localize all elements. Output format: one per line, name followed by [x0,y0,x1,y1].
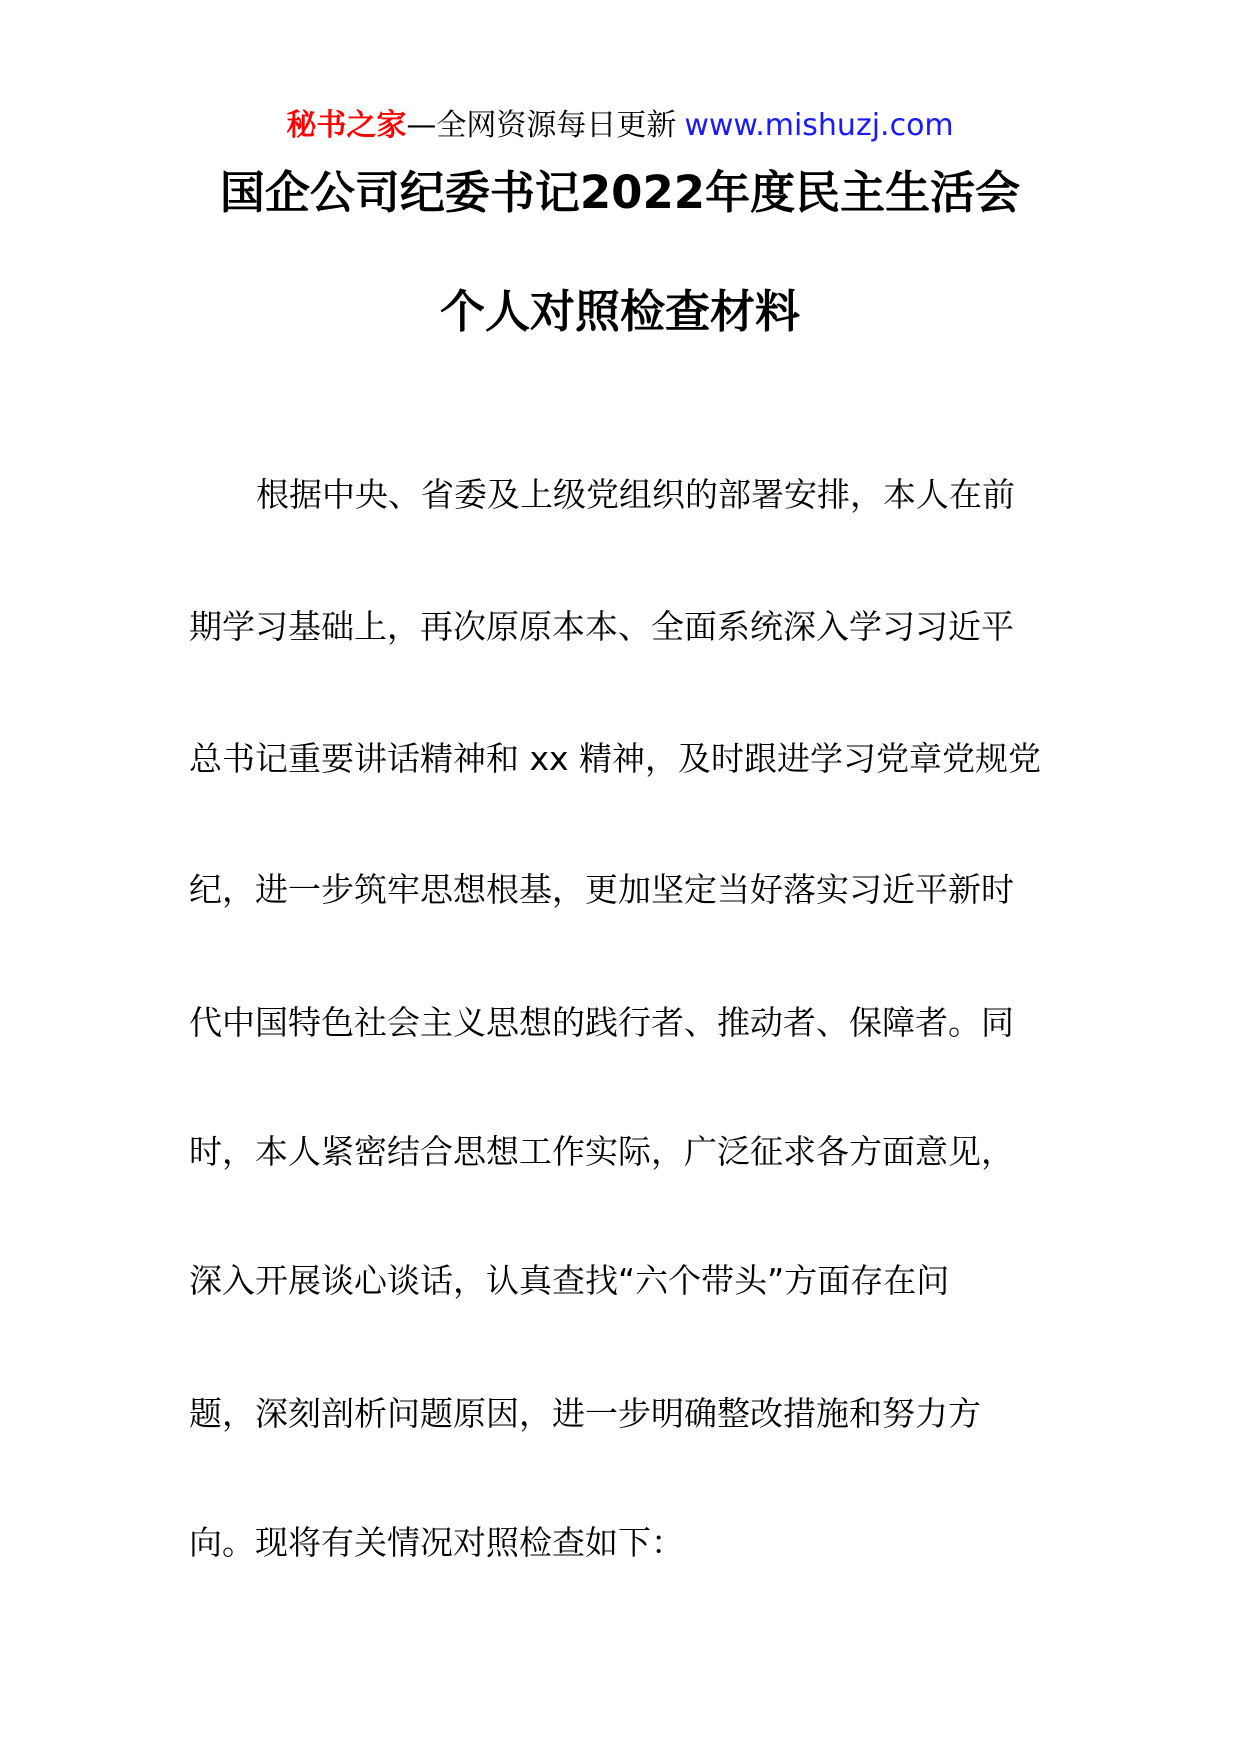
document-title-line-1: 国企公司纪委书记2022年度民主生活会 [219,166,1021,219]
body-text-line: 代中国特色社会主义思想的践行者、推动者、保障者。同 [189,1003,1014,1042]
body-text-line: 时，本人紧密结合思想工作实际，广泛征求各方面意见， [189,1132,1014,1171]
body-text-line: 总书记重要讲话精神和 xx 精神，及时跟进学习党章党规党 [189,739,1042,778]
body-text-line: 期学习基础上，再次原原本本、全面系统深入学习习近平 [189,607,1014,646]
site-header [0,107,1240,145]
site-url-link[interactable]: www.mishuzj.com [684,108,954,143]
body-text-line: 纪，进一步筑牢思想根基，更加坚定当好落实习近平新时 [189,870,1014,909]
brand-name: 秘书之家 [286,108,407,143]
header-tagline: —全网资源每日更新 [406,108,677,143]
body-text-line: 深入开展谈心谈话，认真查找“六个带头”方面存在问 [189,1261,950,1300]
body-text-line: 向。现将有关情况对照检查如下： [189,1523,684,1562]
body-text-line: 题，深刻剖析问题原因，进一步明确整改措施和努力方 [189,1394,981,1433]
body-text-line: 根据中央、省委及上级党组织的部署安排，本人在前 [256,475,1015,514]
document-title-line-2: 个人对照检查材料 [439,285,800,338]
